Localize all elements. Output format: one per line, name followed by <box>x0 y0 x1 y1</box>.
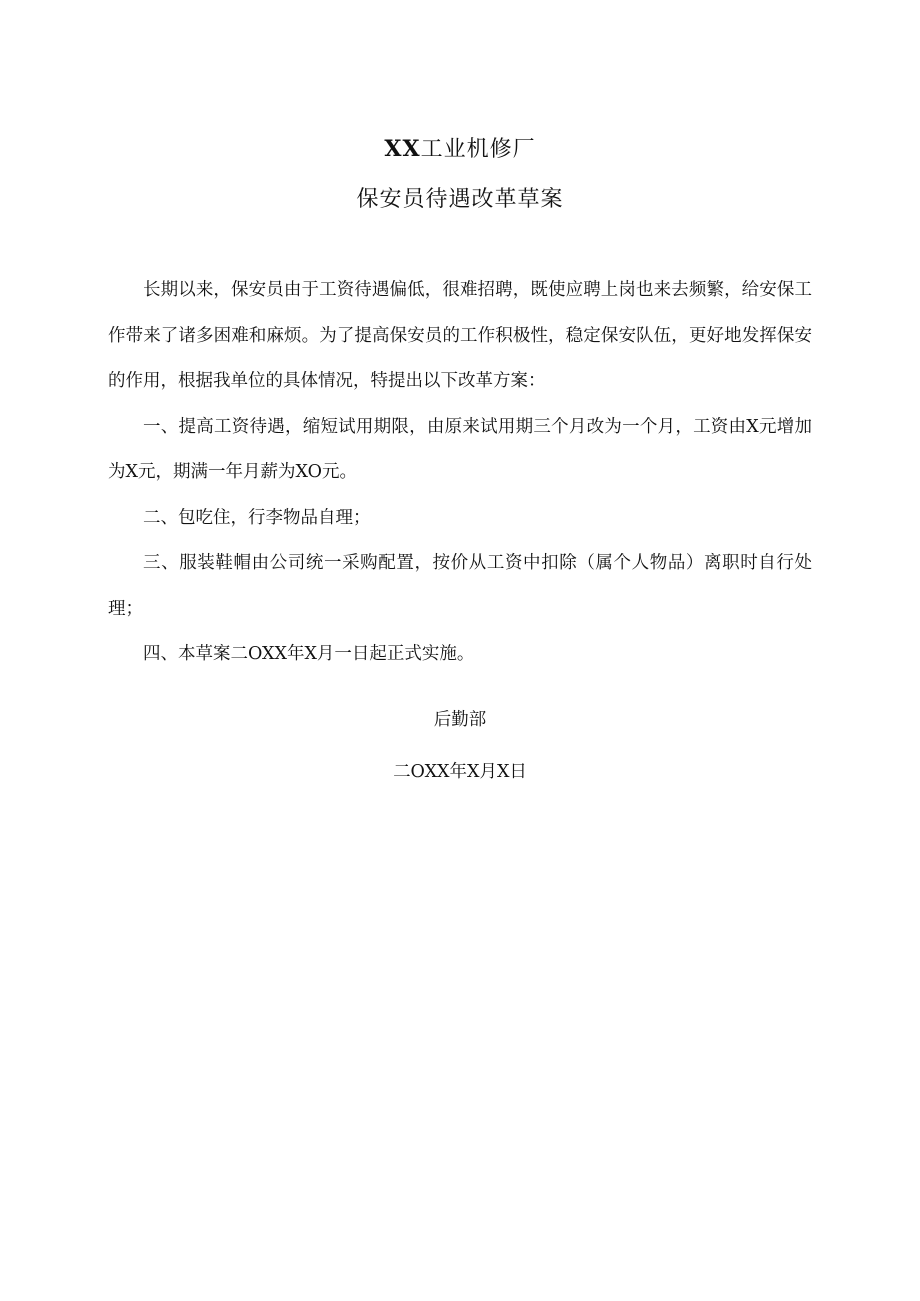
org-title <box>0 124 920 175</box>
paragraph-item-2: 二、包吃住，行李物品自理； <box>143 507 371 528</box>
signature-date: 二OXX年X月X日 <box>393 762 527 782</box>
paragraph-intro: 长期以来，保安员由于工资待遇偏低，很难招聘，既使应聘上岗也来去频繁，给安保工作带来了诸多困难和麻烦。为了提高保安员的工作积极性，稳定保安队伍，更好地发挥保安的作用，根据我单位的具体情况，特提出以下改革方案： <box>108 280 812 391</box>
paragraph-item-3: 三、服装鞋帽由公司统一采购配置，按价从工资中扣除（属个人物品）离职时自行处理； <box>108 553 812 619</box>
document-title: 保安员待遇改革草案 <box>356 187 564 212</box>
org-name: 工业机修厂 <box>420 137 536 162</box>
paragraph-item-1: 一、提高工资待遇，缩短试用期限，由原来试用期三个月改为一个月，工资由X元增加为X元，期满一年月薪为XO元。 <box>108 416 812 482</box>
signature-department: 后勤部 <box>433 710 487 730</box>
title-block <box>0 124 920 225</box>
paragraph-item-4: 四、本草案二OXX年X月一日起正式实施。 <box>143 644 475 664</box>
org-prefix: XX <box>384 136 421 162</box>
document-body <box>108 268 812 678</box>
